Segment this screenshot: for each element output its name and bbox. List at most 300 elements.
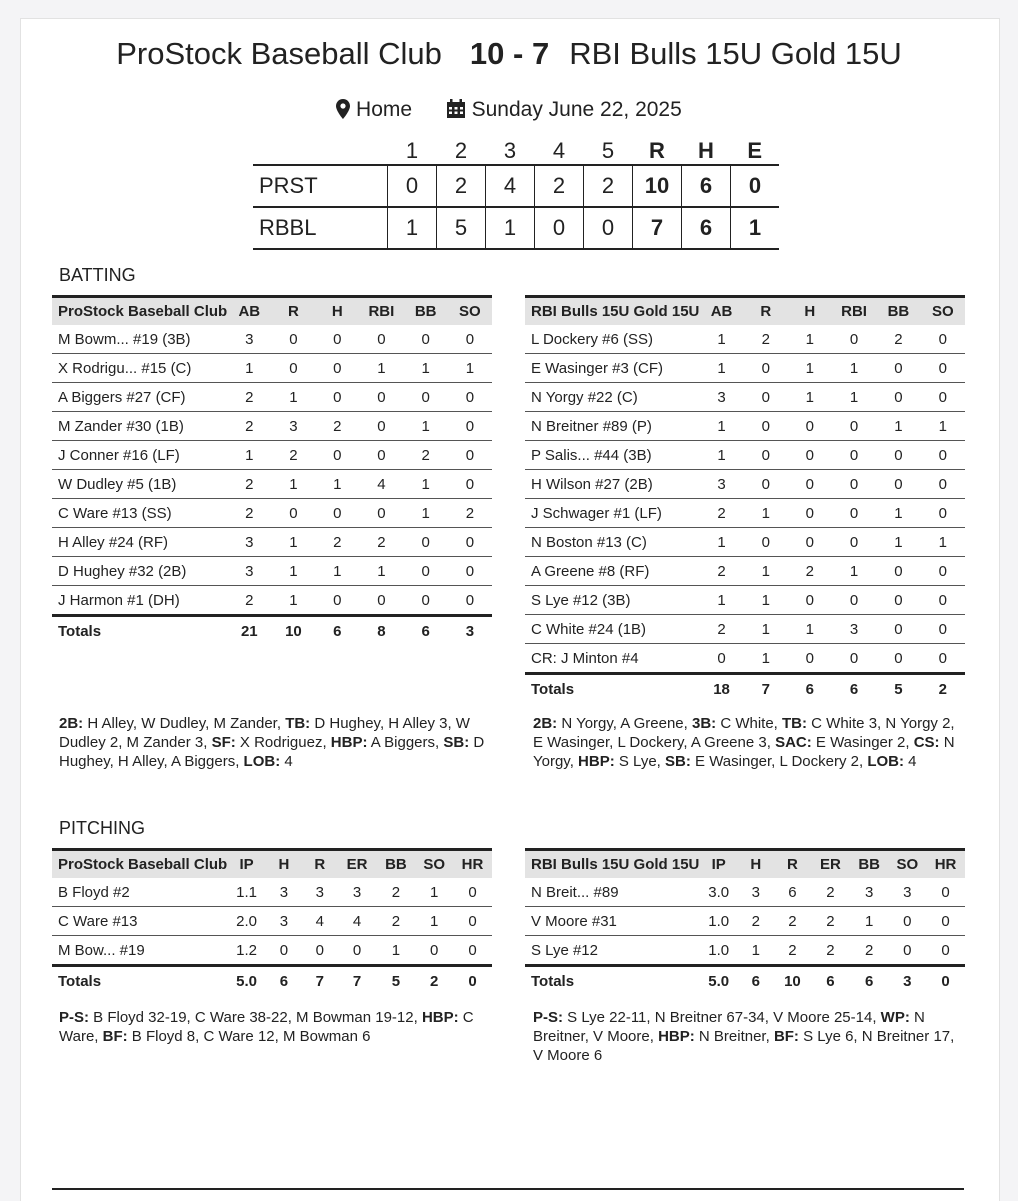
- stat-cell: 1: [788, 615, 832, 644]
- note-label: LOB:: [867, 753, 904, 770]
- stat-cell: 0: [832, 528, 876, 557]
- totals-label: Totals: [52, 616, 227, 646]
- stat-cell: 0: [832, 644, 876, 674]
- stat-cell: 0: [453, 878, 492, 907]
- table-row: [52, 936, 492, 966]
- total-value: 6: [832, 674, 876, 704]
- stat-cell: 0: [315, 441, 359, 470]
- inning-score: 0: [584, 207, 633, 249]
- stat-cell: 0: [788, 499, 832, 528]
- stat-cell: 2: [227, 470, 271, 499]
- note-label: P-S:: [59, 1009, 89, 1026]
- note-text: C White,: [716, 715, 783, 732]
- total-value: 6: [811, 966, 850, 996]
- column-header: BB: [376, 850, 415, 879]
- player-name: J Harmon #1 (DH): [52, 586, 227, 616]
- total-value: 6: [266, 966, 302, 996]
- stat-cell: 0: [448, 528, 492, 557]
- linescore-row: [253, 207, 779, 249]
- player-name: M Bowm... #19 (3B): [52, 325, 227, 354]
- stat-cell: 0: [448, 441, 492, 470]
- note-text: C White 3, N Yorgy 2, E Wasinger, L Dockery, A Greene 3,: [533, 715, 955, 751]
- stat-cell: 0: [404, 586, 448, 616]
- total-value: 0: [926, 966, 965, 996]
- note-label: 2B:: [533, 715, 558, 732]
- inning-score: 2: [584, 165, 633, 207]
- stat-cell: 0: [415, 936, 453, 966]
- stat-cell: 0: [788, 441, 832, 470]
- column-header: IP: [699, 850, 738, 879]
- linescore-team: PRST: [253, 165, 388, 207]
- stat-cell: 1: [699, 441, 743, 470]
- stat-cell: 0: [448, 557, 492, 586]
- stat-cell: 1: [271, 528, 315, 557]
- stat-cell: 3: [738, 878, 774, 907]
- stat-cell: 1.0: [699, 936, 738, 966]
- inning-header: 5: [601, 138, 615, 163]
- table-row: [525, 528, 965, 557]
- player-name: C White #24 (1B): [525, 615, 699, 644]
- player-name: W Dudley #5 (1B): [52, 470, 227, 499]
- runs-total: 7: [633, 207, 682, 249]
- stat-cell: 6: [774, 878, 811, 907]
- stat-cell: 1: [744, 644, 788, 674]
- totals-row: [52, 966, 492, 996]
- stat-cell: 0: [921, 499, 965, 528]
- note-text: N Yorgy, A Greene,: [557, 715, 692, 732]
- errors-total: 0: [731, 165, 780, 207]
- column-header: H: [266, 850, 302, 879]
- stat-cell: 3: [227, 325, 271, 354]
- note-label: LOB:: [243, 753, 281, 770]
- column-header: BB: [404, 297, 448, 326]
- stat-cell: 0: [926, 907, 965, 936]
- stat-cell: 1: [876, 499, 920, 528]
- stat-cell: 3: [271, 412, 315, 441]
- stat-cell: 0: [921, 615, 965, 644]
- stat-cell: 0: [788, 412, 832, 441]
- table-row: [525, 936, 965, 966]
- stat-cell: 0: [315, 354, 359, 383]
- stat-cell: 0: [832, 325, 876, 354]
- stat-cell: 1: [404, 354, 448, 383]
- stat-cell: 1.0: [699, 907, 738, 936]
- stat-cell: 0: [744, 412, 788, 441]
- stat-cell: 0: [921, 354, 965, 383]
- table-header: [52, 297, 492, 326]
- note-label: SB:: [443, 734, 470, 751]
- table-row: [525, 907, 965, 936]
- note-label: 2B:: [59, 715, 84, 732]
- stat-cell: 1: [699, 354, 743, 383]
- stat-cell: 0: [744, 354, 788, 383]
- table-row: [525, 412, 965, 441]
- stat-cell: 2: [227, 586, 271, 616]
- column-header: R: [774, 850, 811, 879]
- stat-cell: 0: [404, 528, 448, 557]
- stat-cell: 2: [811, 936, 850, 966]
- home-team-name: ProStock Baseball Club: [116, 36, 442, 71]
- note-text: X Rodriguez,: [235, 734, 331, 751]
- table-row: [525, 441, 965, 470]
- inning-header: 4: [552, 138, 566, 163]
- stat-cell: 0: [921, 441, 965, 470]
- stat-cell: 3: [889, 878, 926, 907]
- stat-cell: 2: [359, 528, 403, 557]
- stat-cell: 3.0: [699, 878, 738, 907]
- inning-score: 1: [486, 207, 535, 249]
- calendar-icon: [446, 99, 466, 119]
- stat-cell: 0: [921, 644, 965, 674]
- column-header: HR: [926, 850, 965, 879]
- stat-cell: 0: [744, 383, 788, 412]
- stat-cell: 1: [404, 470, 448, 499]
- note-label: SB:: [665, 753, 691, 770]
- stat-cell: 0: [876, 557, 920, 586]
- stat-cell: 0: [889, 907, 926, 936]
- stat-cell: 2: [744, 325, 788, 354]
- stat-cell: 0: [876, 615, 920, 644]
- note-text: S Lye,: [614, 753, 666, 770]
- stat-cell: 0: [359, 383, 403, 412]
- column-header: RBI: [832, 297, 876, 326]
- table-header: [52, 850, 492, 879]
- stat-cell: 2: [811, 878, 850, 907]
- team-column-header: RBI Bulls 15U Gold 15U: [525, 297, 699, 326]
- note-label: 3B:: [691, 715, 717, 732]
- table-row: [52, 499, 492, 528]
- total-value: 6: [404, 616, 448, 646]
- column-header: H: [788, 297, 832, 326]
- stat-cell: 0: [876, 441, 920, 470]
- stat-cell: 0: [359, 412, 403, 441]
- hits-total: 6: [682, 207, 731, 249]
- stat-cell: 1: [832, 354, 876, 383]
- note-text: 4: [904, 753, 917, 770]
- stat-cell: 1: [738, 936, 774, 966]
- note-text: E Wasinger 2,: [811, 734, 914, 751]
- stat-cell: 4: [359, 470, 403, 499]
- note-text: H Alley, W Dudley, M Zander,: [83, 715, 286, 732]
- total-value: 3: [889, 966, 926, 996]
- player-name: J Conner #16 (LF): [52, 441, 227, 470]
- total-value: 7: [744, 674, 788, 704]
- stat-cell: 0: [359, 441, 403, 470]
- total-value: 3: [448, 616, 492, 646]
- stat-cell: 2: [448, 499, 492, 528]
- stat-cell: 1: [832, 557, 876, 586]
- note-text: S Lye 22-11, N Breitner 67-34, V Moore 25-14,: [563, 1009, 881, 1026]
- errors-total: 1: [731, 207, 780, 249]
- player-name: H Alley #24 (RF): [52, 528, 227, 557]
- stat-cell: 0: [788, 528, 832, 557]
- stat-cell: 1: [227, 354, 271, 383]
- batting-section-title: BATTING: [59, 265, 136, 285]
- stat-cell: 0: [338, 936, 377, 966]
- totals-row: [525, 674, 965, 704]
- home-batting-table: [52, 295, 492, 645]
- stat-cell: 0: [832, 586, 876, 615]
- total-value: 6: [738, 966, 774, 996]
- table-row: [52, 557, 492, 586]
- table-row: [525, 354, 965, 383]
- table-row: [525, 557, 965, 586]
- player-name: X Rodrigu... #15 (C): [52, 354, 227, 383]
- stat-cell: 0: [926, 936, 965, 966]
- game-info: [0, 98, 1018, 122]
- stat-cell: 1: [876, 412, 920, 441]
- stat-cell: 1: [788, 354, 832, 383]
- inning-score: 5: [437, 207, 486, 249]
- stat-cell: 0: [876, 586, 920, 615]
- stat-cell: 0: [448, 412, 492, 441]
- table-row: [525, 470, 965, 499]
- stat-cell: 0: [266, 936, 302, 966]
- game-date: Sunday June 22, 2025: [471, 98, 682, 121]
- note-text: C Ware,: [59, 1009, 474, 1045]
- stat-cell: 2: [699, 499, 743, 528]
- player-name: J Schwager #1 (LF): [525, 499, 699, 528]
- stat-cell: 1: [921, 412, 965, 441]
- inning-header: 2: [454, 138, 468, 163]
- note-label: TB:: [285, 715, 311, 732]
- stat-cell: 4: [338, 907, 377, 936]
- stat-cell: 0: [921, 470, 965, 499]
- stat-cell: 0: [876, 383, 920, 412]
- player-name: C Ware #13 (SS): [52, 499, 227, 528]
- note-text: D Hughey, H Alley, A Biggers,: [59, 734, 485, 770]
- stat-cell: 2: [788, 557, 832, 586]
- column-header: BB: [876, 297, 920, 326]
- stat-cell: 0: [453, 907, 492, 936]
- player-name: A Biggers #27 (CF): [52, 383, 227, 412]
- game-title: [0, 36, 1018, 72]
- linescore-header: [253, 138, 779, 165]
- stat-cell: 3: [266, 907, 302, 936]
- away-pitching-table: [525, 848, 965, 995]
- stat-cell: 2: [227, 383, 271, 412]
- table-row: [525, 615, 965, 644]
- inning-score: 4: [486, 165, 535, 207]
- inning-score: 0: [388, 165, 437, 207]
- note-text: B Floyd 32-19, C Ware 38-22, M Bowman 19-12,: [89, 1009, 422, 1026]
- total-value: 18: [699, 674, 743, 704]
- player-name: A Greene #8 (RF): [525, 557, 699, 586]
- column-header: SO: [889, 850, 926, 879]
- note-label: SAC:: [775, 734, 812, 751]
- table-row: [52, 325, 492, 354]
- stat-cell: 0: [876, 644, 920, 674]
- note-label: SF:: [211, 734, 236, 751]
- divider: [52, 1188, 964, 1190]
- stat-cell: 1.2: [227, 936, 266, 966]
- column-header: AB: [227, 297, 271, 326]
- game-location: Home: [356, 98, 413, 121]
- player-name: L Dockery #6 (SS): [525, 325, 699, 354]
- column-header: H: [315, 297, 359, 326]
- stat-cell: 3: [699, 383, 743, 412]
- table-row: [525, 878, 965, 907]
- player-name: N Breit... #89: [525, 878, 699, 907]
- player-name: S Lye #12: [525, 936, 699, 966]
- column-header: H: [738, 850, 774, 879]
- total-value: 10: [271, 616, 315, 646]
- table-row: [525, 586, 965, 615]
- stat-cell: 1: [448, 354, 492, 383]
- stat-cell: 0: [271, 354, 315, 383]
- column-header: HR: [453, 850, 492, 879]
- total-value: 6: [850, 966, 889, 996]
- table-row: [52, 907, 492, 936]
- stat-cell: 0: [889, 936, 926, 966]
- stat-cell: 1: [699, 528, 743, 557]
- linescore-team-header: [253, 138, 388, 165]
- inning-score: 2: [535, 165, 584, 207]
- column-header: AB: [699, 297, 743, 326]
- stat-cell: 1: [921, 528, 965, 557]
- home-batting-notes: [59, 714, 499, 771]
- inning-header: 3: [503, 138, 517, 163]
- column-header: SO: [415, 850, 453, 879]
- player-name: N Boston #13 (C): [525, 528, 699, 557]
- final-score: 10 - 7: [469, 36, 550, 71]
- stat-cell: 3: [302, 878, 338, 907]
- inning-score: 1: [388, 207, 437, 249]
- stat-cell: 3: [227, 528, 271, 557]
- note-text: S Lye 6, N Breitner 17, V Moore 6: [533, 1028, 955, 1064]
- stat-cell: 0: [315, 383, 359, 412]
- stat-cell: 1: [699, 412, 743, 441]
- stat-cell: 0: [404, 325, 448, 354]
- total-value: 21: [227, 616, 271, 646]
- table-header: [525, 297, 965, 326]
- table-row: [525, 499, 965, 528]
- stat-cell: 2: [876, 325, 920, 354]
- stat-cell: 0: [788, 470, 832, 499]
- stat-cell: 0: [448, 470, 492, 499]
- stat-cell: 1: [359, 557, 403, 586]
- stat-cell: 1.1: [227, 878, 266, 907]
- table-row: [52, 878, 492, 907]
- note-label: HBP:: [578, 753, 615, 770]
- column-header: R: [744, 297, 788, 326]
- total-value: 6: [315, 616, 359, 646]
- player-name: N Yorgy #22 (C): [525, 383, 699, 412]
- home-pitching-notes: [59, 1008, 499, 1046]
- linescore-row: [253, 165, 779, 207]
- team-column-header: ProStock Baseball Club: [52, 297, 227, 326]
- note-label: BF:: [773, 1028, 799, 1045]
- total-value: 7: [338, 966, 377, 996]
- stat-cell: 1: [227, 441, 271, 470]
- away-team-name: RBI Bulls 15U Gold 15U: [569, 36, 902, 71]
- stat-cell: 0: [926, 878, 965, 907]
- stat-cell: 0: [302, 936, 338, 966]
- note-label: HBP:: [330, 734, 368, 751]
- stat-cell: 1: [876, 528, 920, 557]
- stat-cell: 3: [832, 615, 876, 644]
- player-name: H Wilson #27 (2B): [525, 470, 699, 499]
- stat-cell: 2: [699, 615, 743, 644]
- stat-cell: 2: [404, 441, 448, 470]
- stat-cell: 1: [404, 499, 448, 528]
- linescore-team: RBBL: [253, 207, 388, 249]
- inning-header: 1: [405, 138, 419, 163]
- total-value: 5.0: [227, 966, 266, 996]
- stat-cell: 0: [921, 557, 965, 586]
- stat-cell: 2: [774, 936, 811, 966]
- stat-cell: 2: [376, 878, 415, 907]
- stat-cell: 1: [744, 615, 788, 644]
- stat-cell: 1: [315, 470, 359, 499]
- hits-header: H: [698, 138, 714, 163]
- player-name: E Wasinger #3 (CF): [525, 354, 699, 383]
- column-header: ER: [338, 850, 377, 879]
- stat-cell: 2: [699, 557, 743, 586]
- column-header: SO: [921, 297, 965, 326]
- stat-cell: 2: [227, 499, 271, 528]
- stat-cell: 2: [271, 441, 315, 470]
- totals-label: Totals: [525, 674, 699, 704]
- note-label: HBP:: [658, 1028, 695, 1045]
- total-value: 0: [453, 966, 492, 996]
- stat-cell: 2: [376, 907, 415, 936]
- team-column-header: RBI Bulls 15U Gold 15U: [525, 850, 699, 879]
- stat-cell: 0: [876, 354, 920, 383]
- note-text: N Yorgy,: [533, 734, 955, 770]
- totals-row: [525, 966, 965, 996]
- stat-cell: 0: [271, 325, 315, 354]
- stat-cell: 0: [315, 586, 359, 616]
- linescore-table: [253, 138, 779, 250]
- stat-cell: 0: [699, 644, 743, 674]
- stat-cell: 1: [415, 878, 453, 907]
- stat-cell: 3: [850, 878, 889, 907]
- stat-cell: 0: [876, 470, 920, 499]
- note-text: D Hughey, H Alley 3, W Dudley 2, M Zander 3,: [59, 715, 470, 751]
- table-row: [52, 586, 492, 616]
- player-name: B Floyd #2: [52, 878, 227, 907]
- stat-cell: 0: [832, 441, 876, 470]
- stat-cell: 2: [227, 412, 271, 441]
- note-label: BF:: [102, 1028, 128, 1045]
- stat-cell: 2: [850, 936, 889, 966]
- stat-cell: 2: [315, 528, 359, 557]
- totals-row: [52, 616, 492, 646]
- stat-cell: 0: [315, 499, 359, 528]
- stat-cell: 0: [448, 383, 492, 412]
- table-row: [525, 325, 965, 354]
- stat-cell: 0: [788, 644, 832, 674]
- stat-cell: 0: [359, 499, 403, 528]
- stat-cell: 1: [404, 412, 448, 441]
- stat-cell: 1: [788, 383, 832, 412]
- stat-cell: 1: [376, 936, 415, 966]
- away-batting-table: [525, 295, 965, 703]
- stat-cell: 1: [271, 586, 315, 616]
- inning-score: 2: [437, 165, 486, 207]
- stat-cell: 0: [921, 586, 965, 615]
- player-name: M Zander #30 (1B): [52, 412, 227, 441]
- note-text: N Breitner,: [694, 1028, 774, 1045]
- player-name: P Salis... #44 (3B): [525, 441, 699, 470]
- note-label: P-S:: [533, 1009, 563, 1026]
- errors-header: E: [747, 138, 763, 163]
- stat-cell: 2: [774, 907, 811, 936]
- runs-header: R: [649, 138, 665, 163]
- inning-score: 0: [535, 207, 584, 249]
- note-text: A Biggers,: [367, 734, 444, 751]
